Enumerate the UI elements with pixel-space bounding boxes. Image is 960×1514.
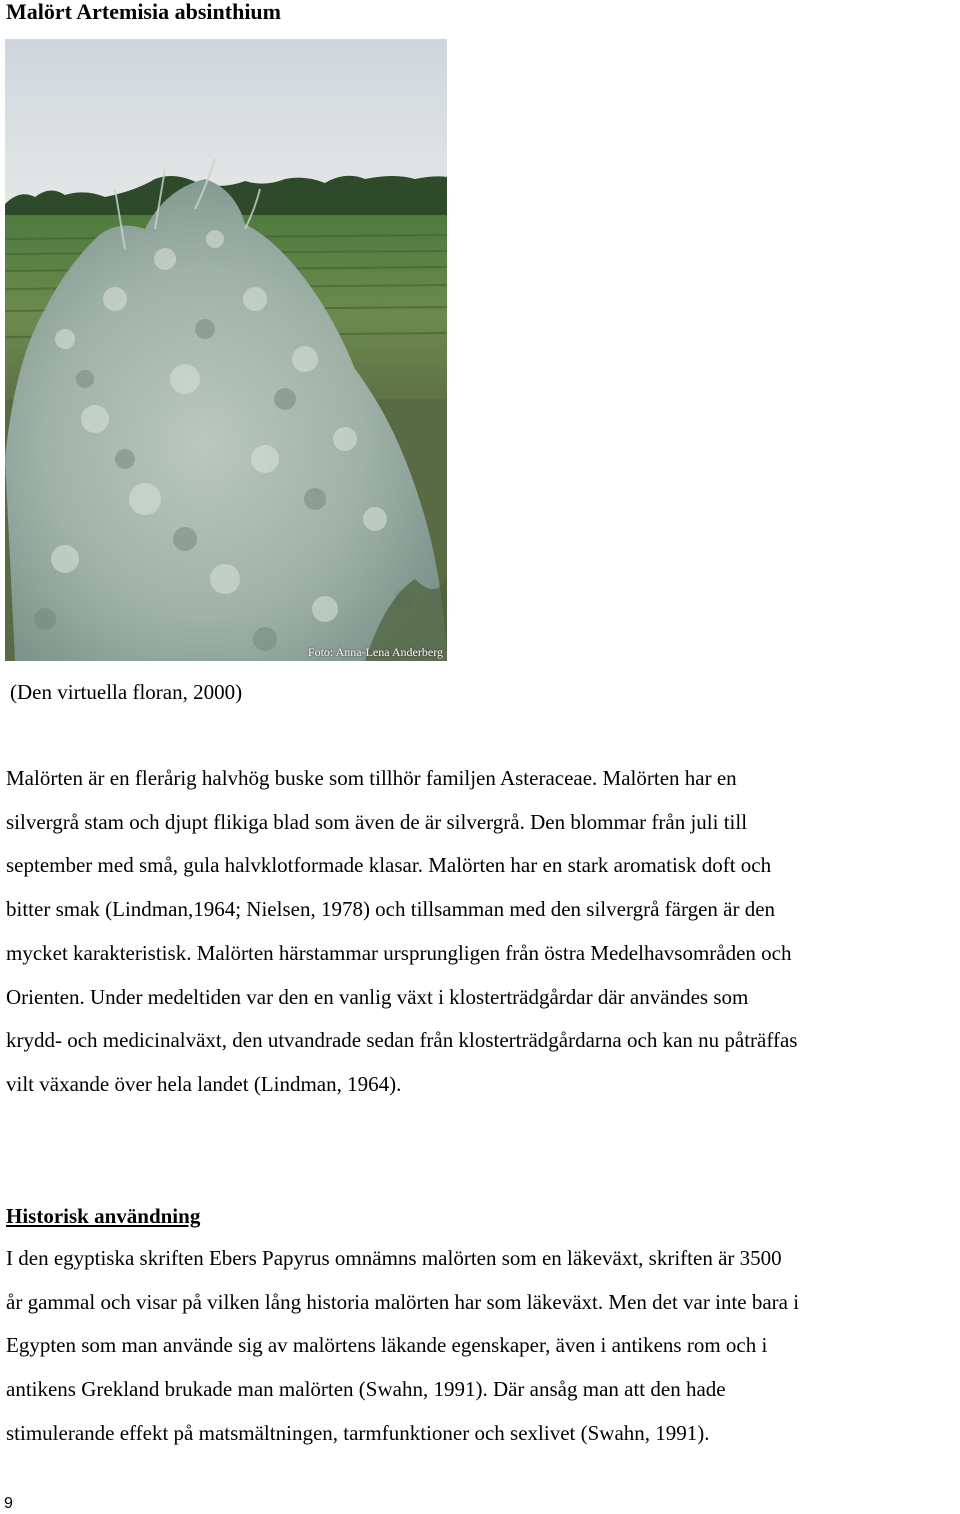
history-paragraph xyxy=(6,1237,960,1456)
paragraph-line: vilt växande över hela landet (Lindman, 1964). xyxy=(6,1071,402,1096)
page-number: 9 xyxy=(4,1495,13,1512)
paragraph-line: stimulerande effekt på matsmältningen, tarmfunktioner och sexlivet (Swahn, 1991). xyxy=(6,1420,710,1445)
paragraph-line: mycket karakteristisk. Malörten härstammar ursprungligen från östra Medelhavsområden och xyxy=(6,940,792,965)
paragraph-line: år gammal och visar på vilken lång historia malörten har som läkeväxt. Men det var inte bara i xyxy=(6,1289,800,1314)
wormwood-photo xyxy=(5,39,447,661)
paragraph-line: Egypten som man använde sig av malörtens läkande egenskaper, även i antikens rom och i xyxy=(6,1333,768,1358)
paragraph-line: Orienten. Under medeltiden var den en vanlig växt i klosterträdgårdar där användes som xyxy=(6,984,749,1009)
paragraph-line: krydd- och medicinalväxt, den utvandrade sedan från klosterträdgårdarna och kan nu påträffas xyxy=(6,1028,798,1053)
photo-credit: Foto: Anna-Lena Anderberg xyxy=(307,645,443,659)
paragraph-line: I den egyptiska skriften Ebers Papyrus omnämns malörten som en läkeväxt, skriften är 3500 xyxy=(6,1246,782,1270)
paragraph-line: bitter smak (Lindman,1964; Nielsen, 1978) och tillsamman med den silvergrå färgen är den xyxy=(6,897,776,922)
wormwood-photo-drawing xyxy=(5,39,447,661)
paragraph-line: antikens Grekland brukade man malörten (Swahn, 1991). Där ansåg man att den hade xyxy=(6,1377,726,1402)
section-heading: Historisk användning xyxy=(6,1204,201,1228)
paragraph-line: Malörten är en flerårig halvhög buske som tillhör familjen Asteraceae. Malörten har en xyxy=(6,766,737,790)
paragraph-line: silvergrå stam och djupt flikiga blad som även de är silvergrå. Den blommar från juli till xyxy=(6,809,748,834)
description-paragraph xyxy=(6,757,960,1107)
photo-caption: (Den virtuella floran, 2000) xyxy=(10,680,243,704)
paragraph-line: september med små, gula halvklotformade klasar. Malörten har en stark aromatisk doft och xyxy=(6,853,772,878)
document-title: Malört Artemisia absinthium xyxy=(6,0,281,24)
